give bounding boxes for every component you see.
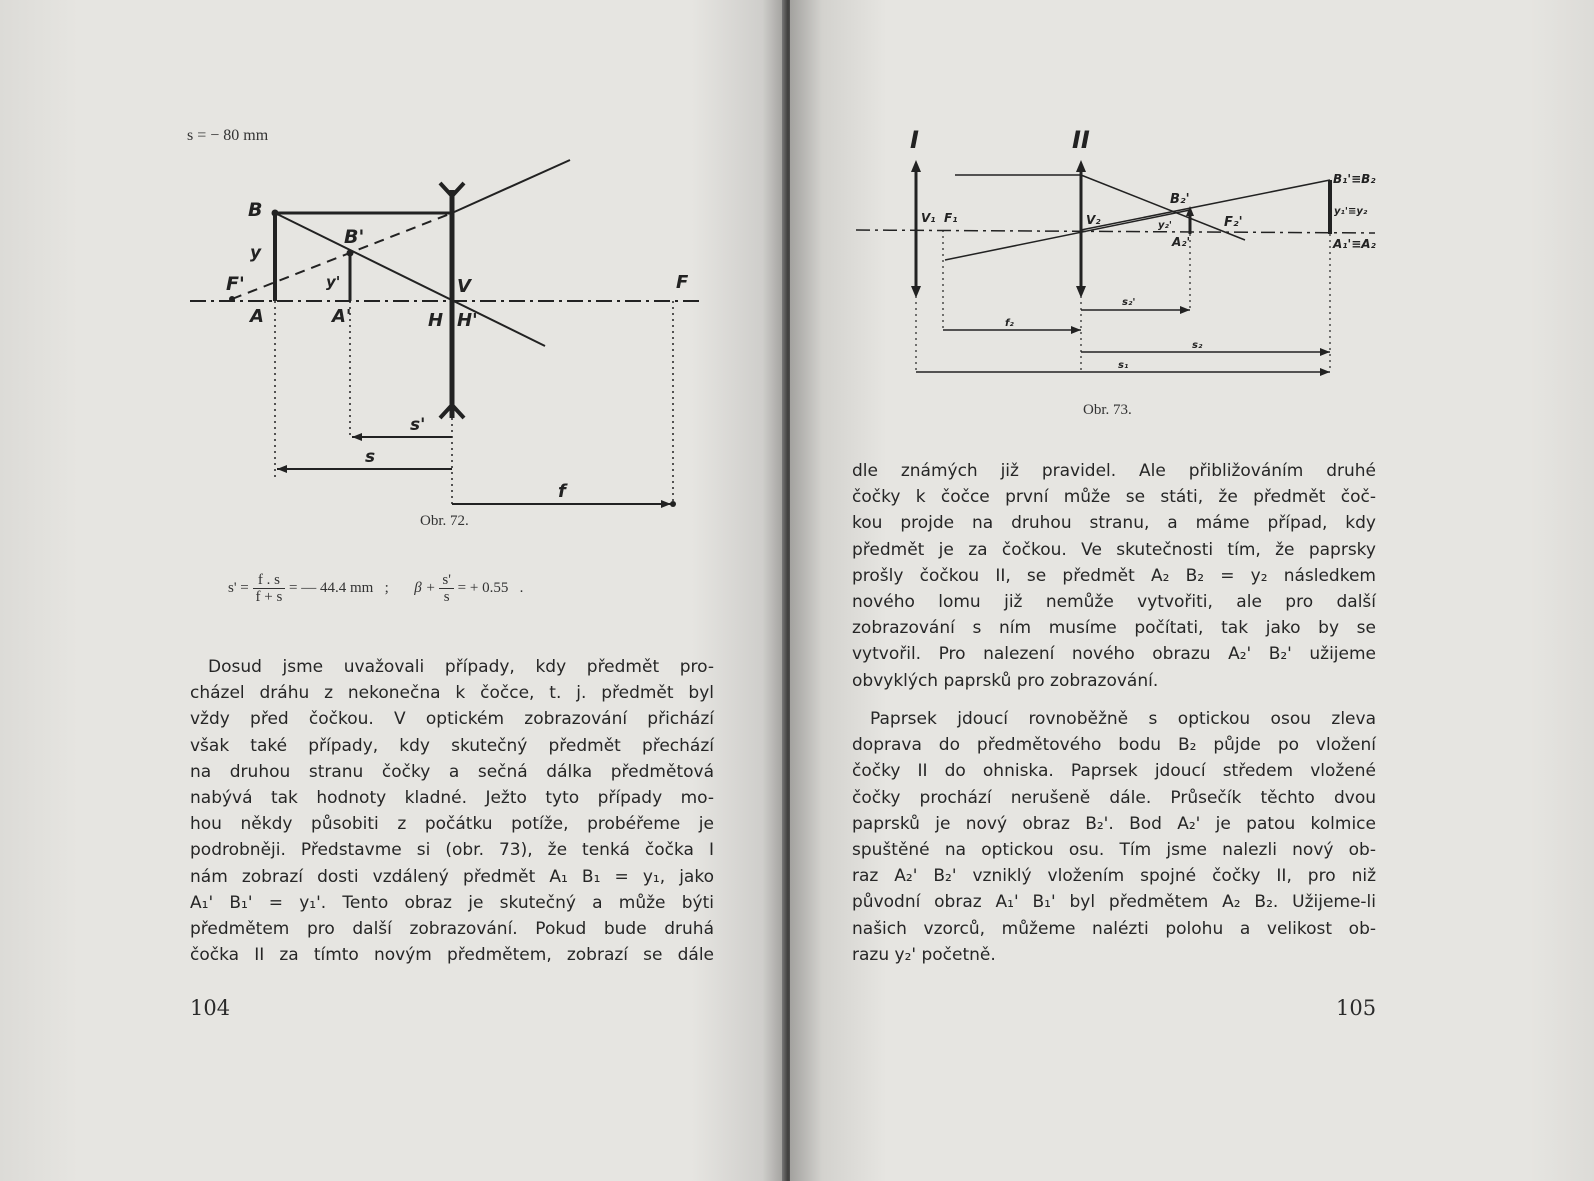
formula-fraction-2	[439, 572, 454, 605]
text-line: A₁' B₁' = y₁'. Tento obraz je skutečný a může býti	[190, 892, 714, 913]
text-line: nového lomu již nemůže vytvořiti, ale pro další	[852, 592, 1376, 613]
formula-line	[228, 572, 523, 605]
label-V1: V₁	[921, 211, 936, 225]
label-B1p-B2: B₁'≡B₂	[1333, 172, 1376, 186]
right-page	[790, 0, 1594, 1181]
left-paragraph	[190, 654, 714, 968]
text-line: razu y₂' početně.	[852, 944, 996, 965]
page-number-left: 104	[190, 996, 231, 1020]
label-H: H	[428, 310, 444, 331]
text-line: čočky II do ohniska. Paprsek jdoucí středem vložené	[852, 761, 1376, 782]
label-lens-I: I	[910, 126, 919, 154]
text-line: předmětem pro další zobrazování. Pokud bude druhá	[190, 919, 714, 940]
label-y2-prime: y₂'	[1158, 220, 1172, 231]
label-F-prime: F'	[226, 273, 245, 295]
fraction-1-numerator: f . s	[253, 572, 286, 589]
label-A1p-A2: A₁'≡A₂	[1333, 237, 1376, 251]
figure-72-caption: Obr. 72.	[420, 513, 469, 529]
label-B-prime: B'	[344, 226, 365, 248]
text-line: spuštěné na optickou osu. Tím jsme nalezli nový ob-	[852, 840, 1376, 861]
label-A: A	[250, 306, 264, 327]
figure-73-caption: Obr. 73.	[1083, 402, 1132, 418]
formula-lhs: s' =	[228, 579, 249, 596]
text-line: původní obraz A₁' B₁' byl předmětem A₂ B₂. Užijeme-li	[852, 892, 1376, 913]
formula-result-1: = — 44.4 mm ;	[289, 579, 389, 596]
text-line: dle známých již pravidel. Ale přibližováním druhé	[852, 461, 1376, 481]
label-y-prime: y'	[326, 273, 341, 291]
text-line: paprsků je nový obraz B₂'. Bod A₂' je patou kolmice	[852, 813, 1376, 834]
label-y: y	[250, 243, 262, 263]
figure-73	[850, 120, 1455, 390]
text-line: čočka II za tímto novým předmětem, zobrazí se dále	[190, 945, 714, 966]
label-y1p-y2: y₁'≡y₂	[1334, 206, 1368, 217]
label-B: B	[248, 199, 263, 221]
label-s2: s₂	[1192, 340, 1203, 351]
left-page	[0, 0, 786, 1181]
formula-result-2: = + 0.55 .	[457, 579, 524, 596]
text-line: nabývá tak hodnoty kladné. Ježto tyto případy mo-	[190, 788, 714, 809]
label-A2-prime: A₂'	[1172, 235, 1191, 249]
label-H-prime: H'	[457, 310, 478, 331]
label-A-prime: A'	[332, 306, 352, 327]
text-line: našich vzorců, můžeme nalézti polohu a velikost ob-	[852, 918, 1376, 939]
text-line: kou projde na druhou stranu, a máme případ, kdy	[852, 513, 1376, 534]
label-s1: s₁	[1118, 360, 1129, 371]
label-s2-prime: s₂'	[1122, 297, 1136, 308]
label-V: V	[457, 276, 471, 297]
label-F: F	[676, 272, 689, 293]
label-B2-prime: B₂'	[1170, 192, 1190, 207]
text-line: čočky prochází nerušeně dále. Průsečík těchto dvou	[852, 787, 1376, 808]
formula-beta: β +	[414, 579, 436, 596]
header-formula: s = − 80 mm	[187, 127, 269, 144]
label-V2: V₂	[1086, 213, 1101, 227]
text-line: doprava do předmětového bodu B₂ půjde po vložení	[852, 735, 1376, 756]
right-paragraph-1	[852, 458, 1376, 694]
text-line: čočky k čočce první může se státi, že předmět čoč-	[852, 487, 1376, 508]
text-line: hou někdy působiti z počátku potíže, probéřeme je	[190, 814, 714, 835]
fraction-2-denominator: s	[443, 589, 450, 605]
text-line: Dosud jsme uvažovali případy, kdy předmět pro-	[208, 657, 714, 677]
label-f: f	[558, 481, 566, 502]
text-line: cházel dráhu z nekonečna k čočce, t. j. předmět byl	[190, 683, 714, 704]
label-F1: F₁	[944, 211, 958, 225]
label-s: s	[365, 447, 376, 467]
label-f2: f₂	[1005, 318, 1014, 329]
text-line: obvyklých paprsků pro zobrazování.	[852, 670, 1159, 691]
text-line: podrobněji. Představme si (obr. 73), že tenká čočka I	[190, 840, 714, 861]
label-s-prime: s'	[410, 415, 426, 435]
text-line: nám zobrazí dosti vzdálený předmět A₁ B₁ = y₁, jako	[190, 866, 714, 887]
figure-72	[190, 150, 720, 520]
page-number-right: 105	[1336, 996, 1377, 1020]
text-line: vždy před čočkou. V optickém zobrazování přichází	[190, 709, 714, 730]
fraction-2-numerator: s'	[439, 572, 454, 589]
text-line: vytvořil. Pro nalezení nového obrazu A₂' B₂' užijeme	[852, 644, 1376, 665]
text-line: předmět je za čočkou. Ve skutečnosti tím, že paprsky	[852, 539, 1376, 560]
right-paragraph-2	[852, 706, 1376, 968]
text-line: však také případy, kdy skutečný předmět přechází	[190, 735, 714, 756]
text-line: Paprsek jdoucí rovnoběžně s optickou osou zleva	[870, 709, 1376, 729]
text-line: zobrazování s ním musíme počítati, tak jako by se	[852, 618, 1376, 639]
text-line: raz A₂' B₂' vzniklý vložením spojné čočky II, pro niž	[852, 866, 1376, 887]
text-line: na druhou stranu čočky a sečná dálka předmětová	[190, 761, 714, 782]
label-lens-II: II	[1072, 126, 1090, 154]
fraction-1-denominator: f + s	[255, 589, 283, 605]
text-line: prošly čočkou II, se předmět A₂ B₂ = y₂ následkem	[852, 565, 1376, 586]
label-F2-prime: F₂'	[1224, 215, 1243, 230]
formula-fraction-1	[253, 572, 286, 605]
